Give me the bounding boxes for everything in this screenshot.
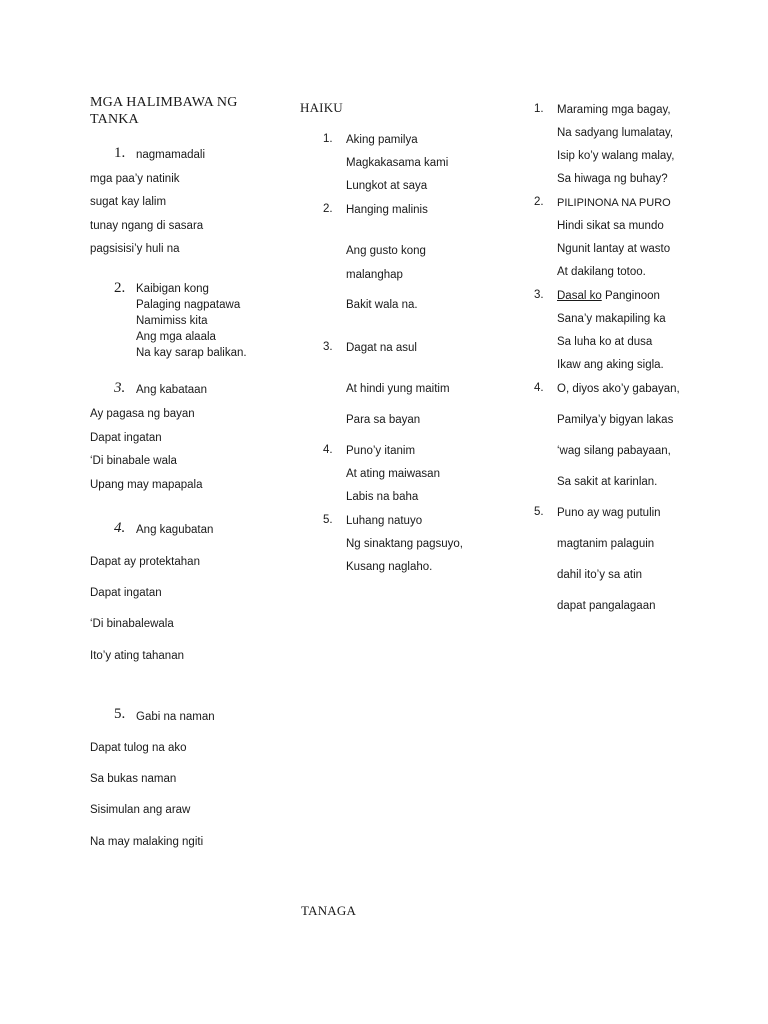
tanka-title-line2: TANKA — [90, 112, 139, 127]
tanka-poem-4-line-3: Dapat ingatan — [90, 587, 162, 599]
haiku-poem-3-number: 3. — [323, 341, 333, 353]
tanaga-poem-5-line-2: magtanim palaguin — [557, 538, 655, 550]
tanka-poem-5-line-1: Gabi na naman — [136, 711, 215, 723]
tanka-poem-3-line-4: ‘Di binabale wala — [90, 455, 177, 467]
tanaga-poem-3-underlined-text: Dasal ko — [557, 290, 602, 302]
tanaga-poem-1-line-1: Maraming mga bagay, — [557, 104, 671, 116]
tanka-poem-2-line-5: Na kay sarap balikan. — [136, 347, 247, 359]
tanaga-poem-3-line-2: Sana’y makapiling ka — [557, 313, 666, 325]
tanka-poem-2-line-4: Ang mga alaala — [136, 331, 216, 343]
haiku-poem-2-line-1: Hanging malinis — [346, 204, 428, 216]
tanaga-poem-4-number: 4. — [534, 382, 544, 394]
tanaga-title: TANAGA — [301, 903, 357, 918]
tanka-poem-5-line-5: Na may malaking ngiti — [90, 836, 204, 848]
haiku-poem-5-line-1: Luhang natuyo — [346, 515, 423, 527]
tanaga-poem-4-line-1: O, diyos ako’y gabayan, — [557, 383, 680, 395]
tanka-poem-3-line-2: Ay pagasa ng bayan — [90, 408, 195, 420]
tanka-poem-3-number: 3. — [114, 380, 126, 396]
haiku-poem-5-line-2: Ng sinaktang pagsuyo, — [346, 538, 463, 550]
tanaga-poem-2-line-1: PILIPINONA NA PURO — [557, 197, 671, 209]
tanaga-poem-2-line-4: At dakilang totoo. — [557, 266, 646, 278]
tanka-poem-1-line-3: sugat kay lalim — [90, 196, 167, 208]
tanaga-poem-1-line-4: Sa hiwaga ng buhay? — [557, 173, 668, 185]
tanaga-poem-1-line-3: Isip ko’y walang malay, — [557, 150, 675, 162]
tanka-poem-2-line-1: Kaibigan kong — [136, 283, 209, 295]
tanka-poem-3-line-1: Ang kabataan — [136, 384, 207, 396]
tanka-poem-2-line-2: Palaging nagpatawa — [136, 299, 241, 311]
tanka-poem-3-line-3: Dapat ingatan — [90, 432, 162, 444]
tanka-poem-1-number: 1. — [114, 145, 126, 161]
tanka-poem-2-lines — [136, 281, 247, 361]
tanka-poem-4-line-2: Dapat ay protektahan — [90, 556, 200, 568]
haiku-poem-2-line-3: malanghap — [346, 269, 403, 281]
tanka-poem-4-line-1: Ang kagubatan — [136, 524, 214, 536]
tanaga-poem-5-number: 5. — [534, 506, 544, 518]
haiku-poem-1-line-3: Lungkot at saya — [346, 180, 428, 192]
haiku-poem-5-line-3: Kusang naglaho. — [346, 561, 433, 573]
tanaga-poem-2-number: 2. — [534, 196, 544, 208]
tanka-title-line1: MGA HALIMBAWA NG — [90, 95, 238, 110]
haiku-poem-1-line-1: Aking pamilya — [346, 134, 418, 146]
haiku-poem-1-number: 1. — [323, 133, 333, 145]
tanka-poem-2-number: 2. — [114, 280, 126, 296]
tanka-poem-4-line-5: Ito’y ating tahanan — [90, 650, 184, 662]
haiku-poem-4-line-1: Puno’y itanim — [346, 445, 416, 457]
haiku-title: HAIKU — [300, 100, 343, 115]
tanka-poem-5-line-4: Sisimulan ang araw — [90, 804, 191, 816]
tanka-poem-5-number: 5. — [114, 706, 126, 722]
tanka-poem-1-line-4: tunay ngang di sasara — [90, 220, 204, 232]
haiku-poem-2-number: 2. — [323, 203, 333, 215]
haiku-poem-4-number: 4. — [323, 444, 333, 456]
tanaga-poem-4-line-3: ‘wag silang pabayaan, — [557, 445, 671, 457]
haiku-poem-2-line-4: Bakit wala na. — [346, 299, 418, 311]
haiku-poem-4-line-2: At ating maiwasan — [346, 468, 440, 480]
tanka-poem-1-line-1: nagmamadali — [136, 149, 206, 161]
tanka-poem-5-line-2: Dapat tulog na ako — [90, 742, 187, 754]
haiku-poem-5-number: 5. — [323, 514, 333, 526]
tanaga-poem-1-number: 1. — [534, 103, 544, 115]
tanka-poem-1-line-2: mga paa’y natinik — [90, 173, 180, 185]
haiku-poem-3-line-3: Para sa bayan — [346, 414, 421, 426]
tanaga-poem-3-line-1-rest: Panginoon — [601, 290, 660, 302]
tanaga-poem-2-line-2: Hindi sikat sa mundo — [557, 220, 664, 232]
tanaga-poem-1-line-2: Na sadyang lumalatay, — [557, 127, 674, 139]
haiku-poem-4-line-3: Labis na baha — [346, 491, 419, 503]
tanka-poem-4-line-4: ‘Di binabalewala — [90, 618, 174, 630]
tanaga-poem-3-number: 3. — [534, 289, 544, 301]
haiku-poem-3-line-2: At hindi yung maitim — [346, 383, 450, 395]
haiku-poem-2-line-2: Ang gusto kong — [346, 245, 426, 257]
tanaga-poem-3-line-3: Sa luha ko at dusa — [557, 336, 653, 348]
tanaga-poem-5-line-1: Puno ay wag putulin — [557, 507, 661, 519]
haiku-poem-1-line-2: Magkakasama kami — [346, 157, 449, 169]
tanaga-poem-5-line-3: dahil ito’y sa atin — [557, 569, 643, 581]
tanka-poem-3-line-5: Upang may mapapala — [90, 479, 203, 491]
tanaga-poem-5-line-4: dapat pangalagaan — [557, 600, 656, 612]
tanka-poem-4-number: 4. — [114, 520, 126, 536]
tanaga-poem-2-line-3: Ngunit lantay at wasto — [557, 243, 671, 255]
tanaga-poem-3-line-4: Ikaw ang aking sigla. — [557, 359, 664, 371]
tanka-poem-1-line-5: pagsisisi’y huli na — [90, 243, 180, 255]
tanaga-poem-3-line-1 — [557, 289, 660, 303]
tanka-poem-2-line-3: Namimiss kita — [136, 315, 208, 327]
haiku-poem-3-line-1: Dagat na asul — [346, 342, 417, 354]
tanka-poem-5-line-3: Sa bukas naman — [90, 773, 177, 785]
tanaga-poem-4-line-4: Sa sakit at karinlan. — [557, 476, 658, 488]
tanaga-poem-4-line-2: Pamilya’y bigyan lakas — [557, 414, 674, 426]
